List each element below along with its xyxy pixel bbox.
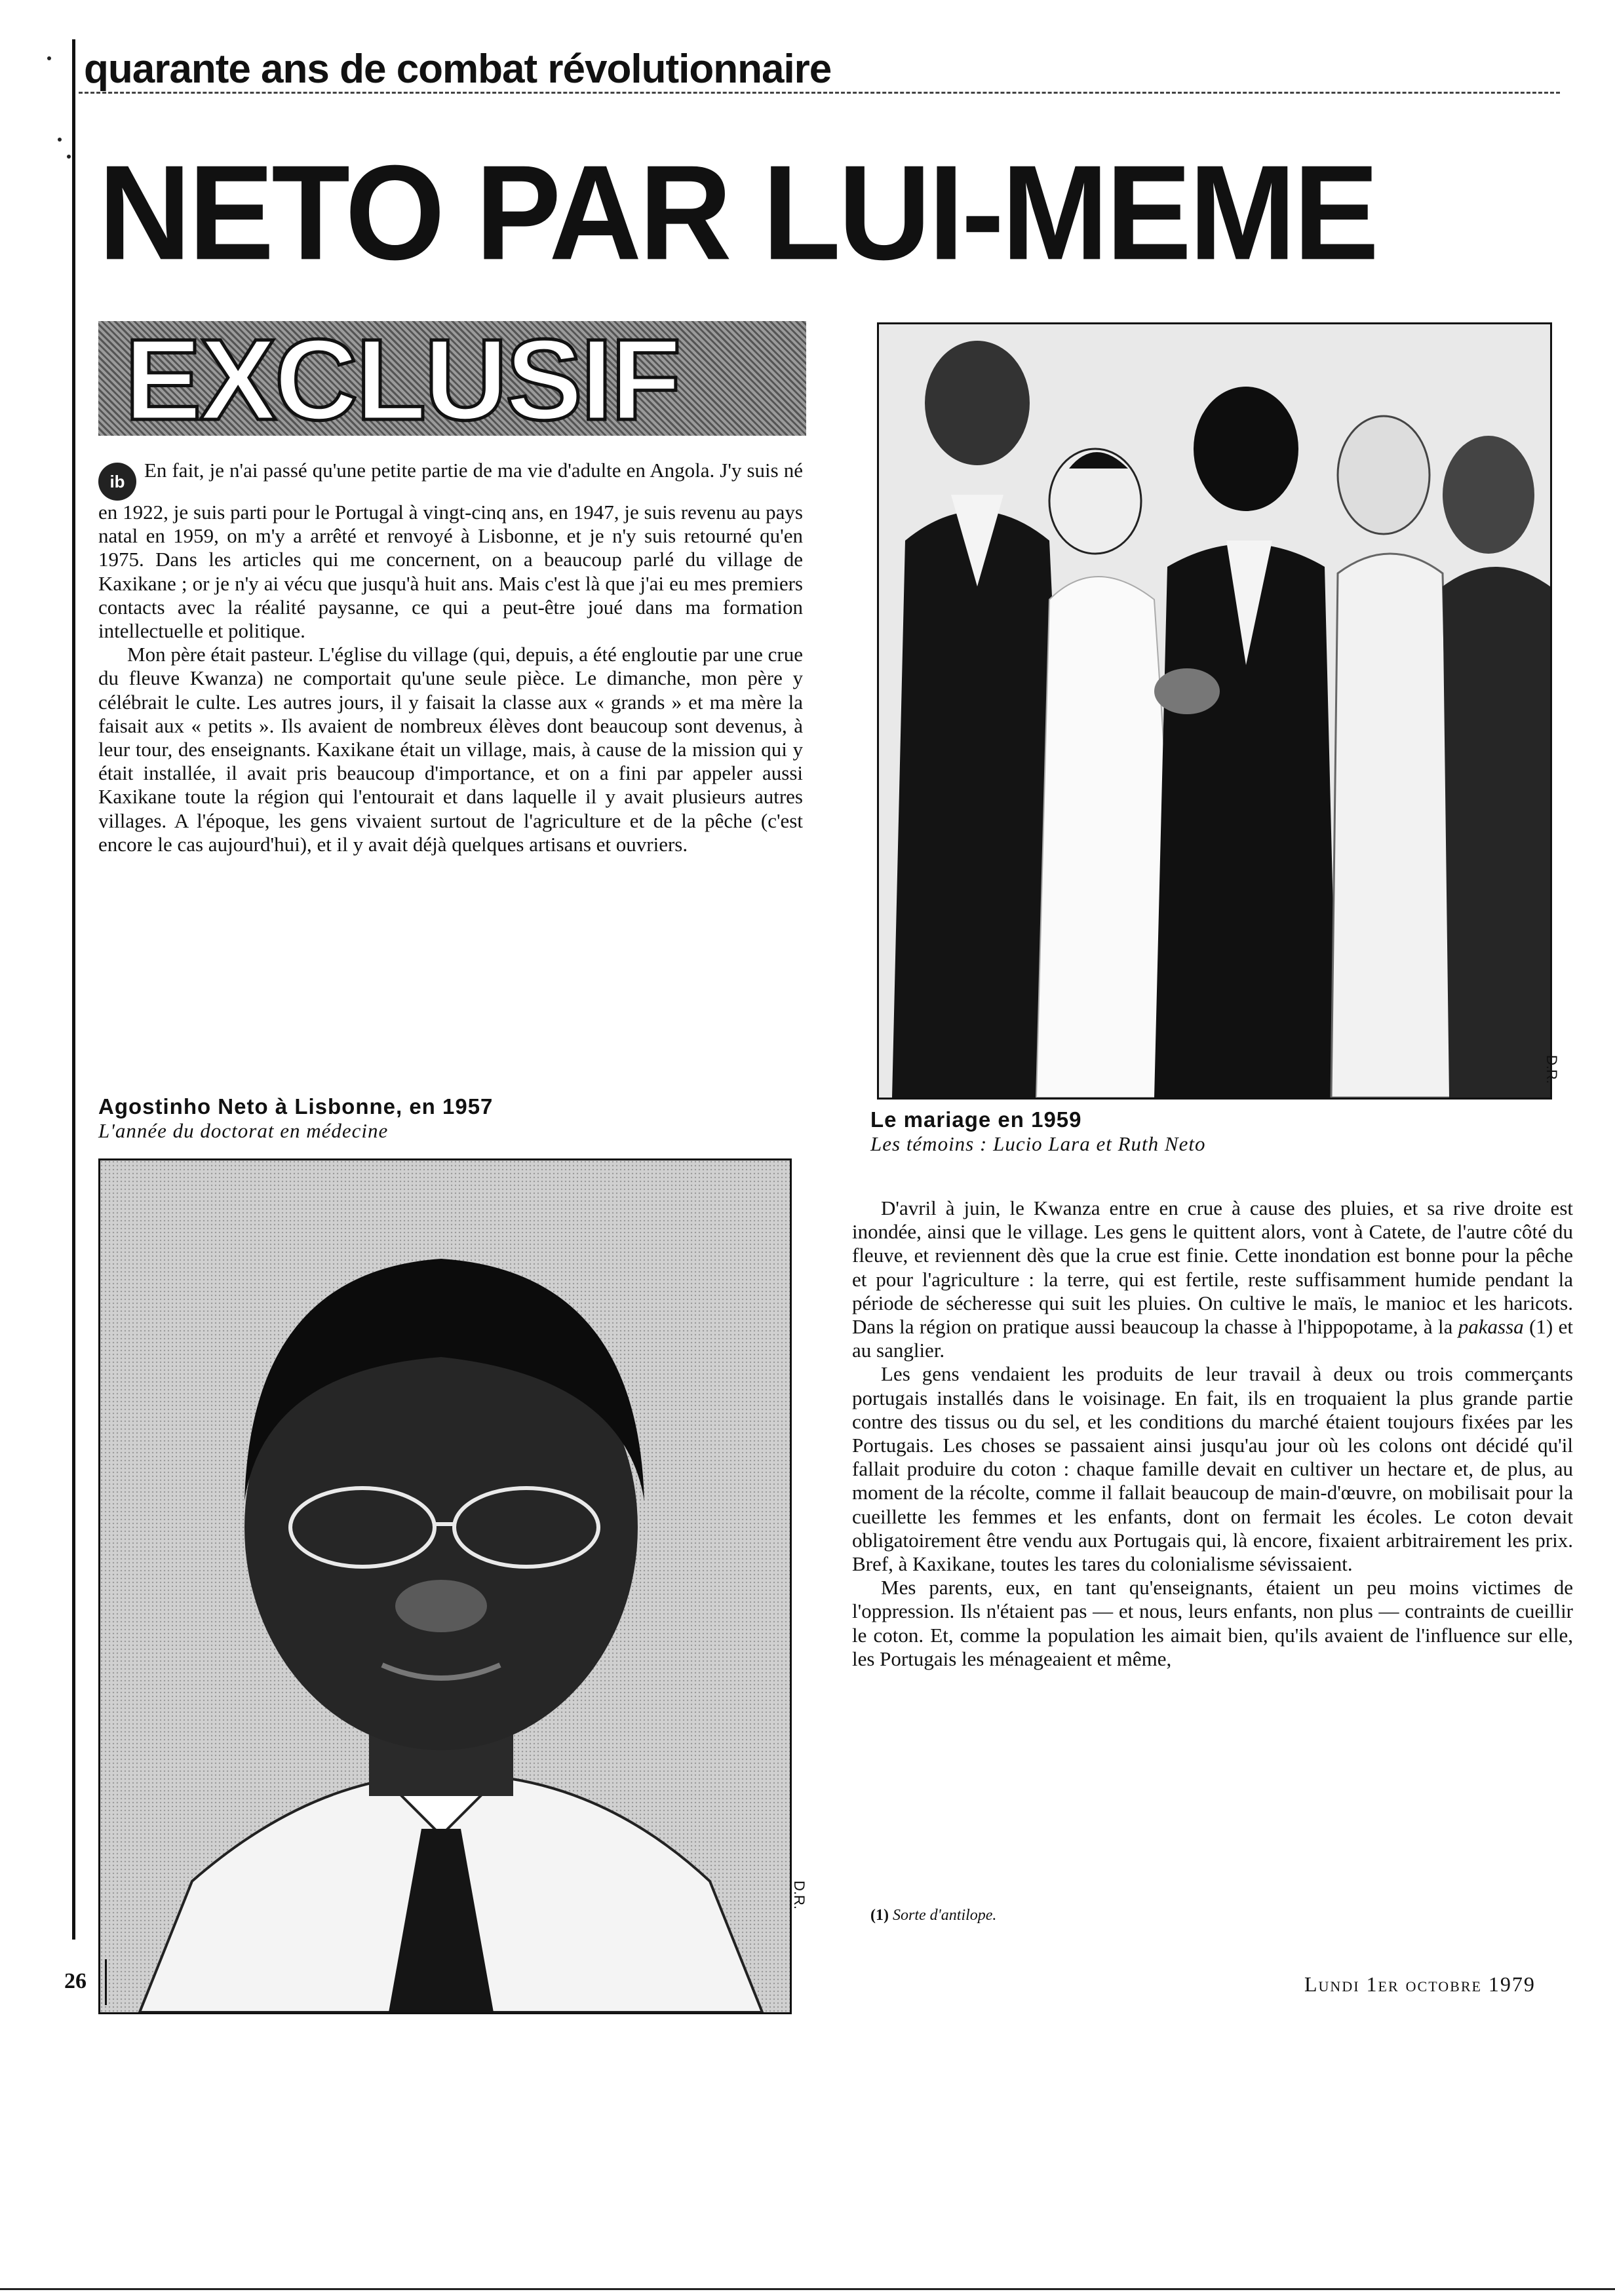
wedding-illustration — [879, 324, 1550, 1098]
wedding-caption-subtitle: Les témoins : Lucio Lara et Ruth Neto — [870, 1132, 1206, 1155]
kicker: quarante ans de combat révolutionnaire — [84, 47, 832, 92]
bottom-rule — [0, 2288, 1615, 2290]
exclusive-badge-label: EXCLUSIF — [125, 321, 680, 436]
margin-marks — [0, 0, 79, 2296]
article-right-column — [852, 1196, 1573, 1671]
article-paragraph: ib En fait, je n'ai passé qu'une petite partie de ma vie d'adulte en Angola. J'y suis né en 1922, je suis parti pour le Portugal à vingt-cinq ans, en 1947, je suis revenu au pays natal en 1959, on m'y a arrêté et renvoyé à Lisbonne, et je n'y suis retourné qu'en 1975. Dans les articles qui me concernent, on a beaucoup parlé du village de Kaxikane ; or je n'y ai vécu que jusqu'à huit ans. Mais c'est là que j'ai eu mes premiers contacts avec la réalité paysanne, ce qui a peut-être joué dans ma formation intellectuelle et politique. — [98, 459, 803, 643]
wedding-photo-credit: D.R. — [1544, 1055, 1560, 1084]
page-number: 26 — [64, 1969, 87, 1993]
exclusive-badge — [98, 321, 806, 436]
article-paragraph: Mes parents, eux, en tant qu'enseignants, étaient un peu moins victimes de l'oppression. Ils n'étaient pas — et nous, leurs enfants, non plus — contraints de cueillir le coton. Et, comme la population les aimait bien, qu'ils avaient de l'influence sur elle, les Portugais les ménageaient et même, — [852, 1576, 1573, 1670]
footnote-number: (1) — [870, 1907, 889, 1924]
footnote — [870, 1907, 996, 1924]
headline: NETO PAR LUI-MEME — [98, 137, 1377, 288]
portrait-photo-credit: D.R. — [791, 1881, 808, 1909]
issue-date: Lundi 1er octobre 1979 — [1304, 1972, 1536, 1996]
article-paragraph: D'avril à juin, le Kwanza entre en crue à cause des pluies, et sa rive droite est inondée, ainsi que le village. Les gens le quittent alors, vont à Catete, de l'autre côté du fleuve, et reviennent dès que la crue est finie. Cette inondation est bonne pour la pêche et pour l'agriculture : la terre, qui est fertile, reste suffisamment humide pendant la période de sécheresse qui suit les pluies. On cultive le maïs, le manioc et les haricots. Dans la région on pratique aussi beaucoup la chasse à l'hippopotame, à la pakassa (1) et au sanglier. — [852, 1196, 1573, 1362]
wedding-photo — [877, 322, 1552, 1100]
article-left-column — [98, 459, 803, 856]
article-paragraph: Mon père était pasteur. L'église du village (qui, depuis, a été engloutie par une crue du fleuve Kwanza) ne comportait qu'une seule pièce. Le dimanche, mon père y célébrait le culte. Les autres jours, il y faisait la classe aux « grands » et ma mère la faisait aux « petits ». Ils avaient de nombreux élèves dont beaucoup sont devenus, à leur tour, des enseignants. Kaxikane était un village, mais, à cause de la mission qui y était installée, il avait pris beaucoup d'importance, et on a fini par appeler aussi Kaxikane toute la région qui l'entourait et dans laquelle il y avait plusieurs autres villages. A l'époque, les gens vivaient surtout de l'agriculture et de la pêche (c'est encore le cas aujourd'hui), et il y avait déjà quelques artisans et ouvriers. — [98, 643, 803, 856]
article-paragraph: Les gens vendaient les produits de leur travail à deux ou trois commerçants portugais installés dans le voisinage. En fait, ils en troquaient la plus grande partie contre des tissus ou du sel, et les conditions du marché étaient toujours fixées par les Portugais. Les choses se passaient ainsi jusqu'au jour où les colons ont décidé qu'il fallait produire du coton : chaque famille devait en cultiver un hectare et, de plus, au moment de la récolte, comme il fallait beaucoup de main-d'œuvre, on mobilisait pour la cueillette les femmes et les enfants, dont on fermait les écoles. Le coton devait obligatoirement être vendu aux Portugais qui, là encore, fixaient arbitrairement les prix. Bref, à Kaxikane, toutes les tares du colonialisme sévissaient. — [852, 1362, 1573, 1576]
portrait-caption-title: Agostinho Neto à Lisbonne, en 1957 — [98, 1094, 494, 1119]
page-number-rule — [105, 1959, 107, 2005]
wedding-caption-title: Le mariage en 1959 — [870, 1107, 1082, 1132]
portrait-illustration — [100, 1160, 790, 2012]
portrait-photo — [98, 1158, 792, 2014]
footnote-text: Sorte d'antilope. — [892, 1907, 997, 1924]
dropcap-icon: ib — [98, 463, 136, 501]
portrait-caption-subtitle: L'année du doctorat en médecine — [98, 1119, 389, 1142]
